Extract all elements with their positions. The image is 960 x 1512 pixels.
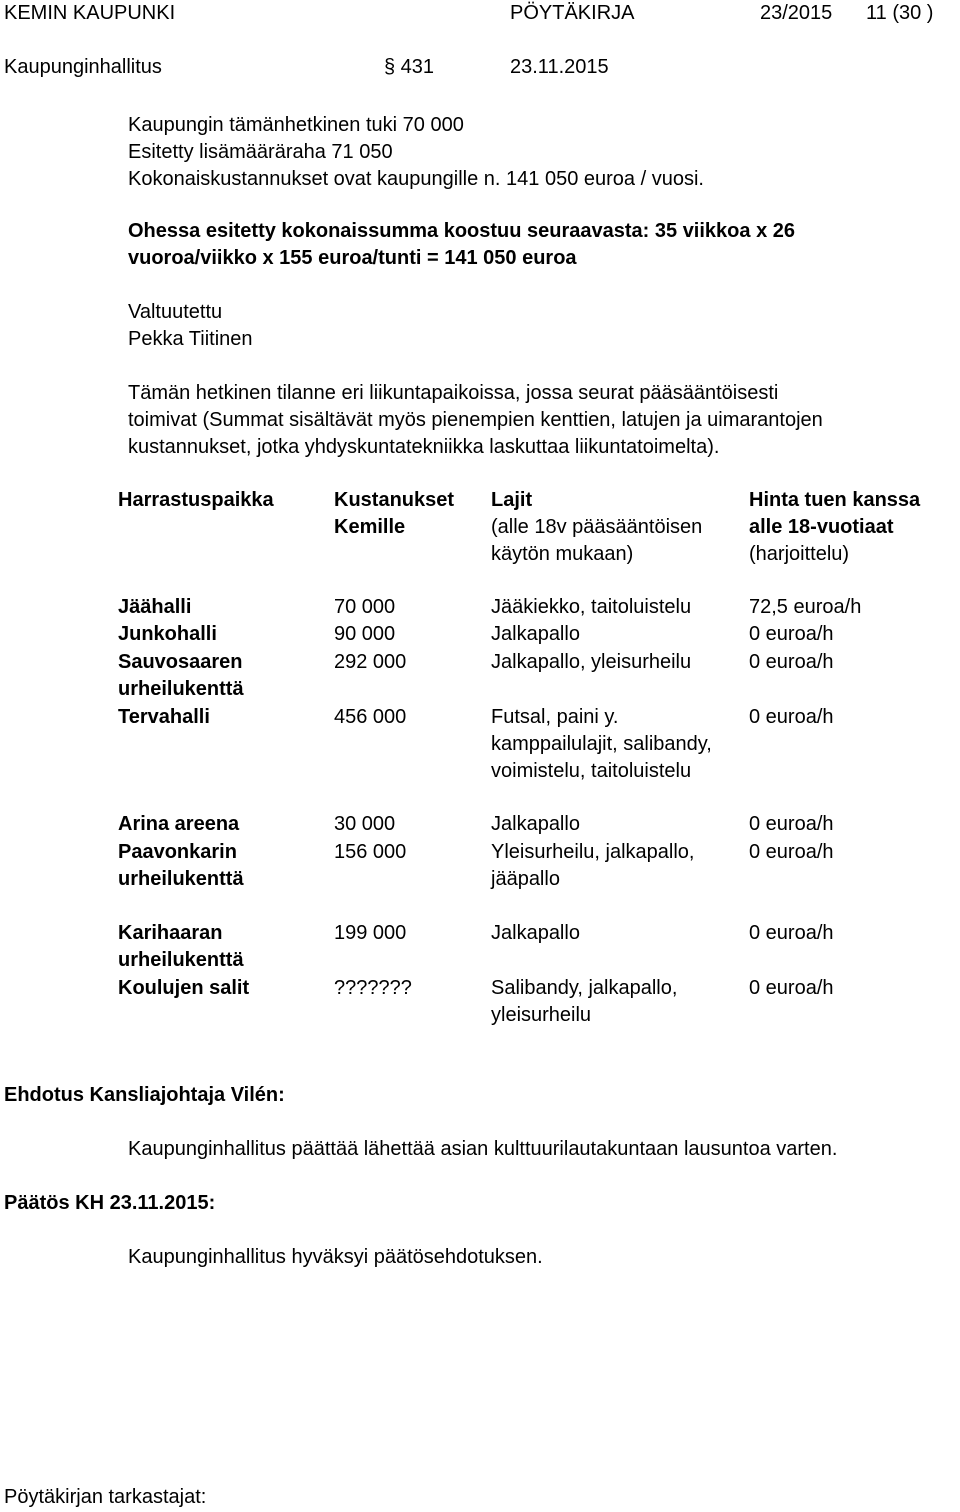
row-place: Paavonkarin urheilukenttä	[118, 841, 244, 890]
row-place: Koulujen salit	[118, 977, 250, 999]
decision-heading: Päätös KH 23.11.2015:	[4, 1192, 216, 1214]
row-sport: Jalkapallo, yleisurheilu	[491, 651, 692, 673]
row-price: 0 euroa/h	[749, 977, 834, 999]
row-place: Arina areena	[118, 813, 240, 835]
paragraph-line: kustannukset, jotka yhdyskuntatekniikka laskuttaa liikuntatoimelta).	[128, 436, 720, 458]
intro-line: Kokonaiskustannukset ovat kaupungille n. 141 050 euroa / vuosi.	[128, 168, 704, 190]
row-price: 0 euroa/h	[749, 706, 834, 728]
row-sport: Jalkapallo	[491, 623, 580, 645]
signer-title: Valtuutettu	[128, 301, 223, 323]
cost-breakdown-paragraph	[128, 218, 795, 272]
row-price: 0 euroa/h	[749, 922, 834, 944]
status-paragraph	[128, 380, 823, 461]
header-sport	[491, 487, 743, 568]
row-place: Jäähalli	[118, 596, 192, 618]
row-sport: Salibandy, jalkapallo, yleisurheilu	[491, 977, 678, 1026]
meeting-body: Kaupunginhallitus	[4, 56, 162, 78]
header-sport-note: (alle 18v pääsääntöisen käytön mukaan)	[491, 516, 703, 565]
header-place: Harrastuspaikka	[118, 489, 274, 511]
row-cost: 456 000	[334, 706, 407, 728]
row-place: Junkohalli	[118, 623, 217, 645]
row-cost: 292 000	[334, 651, 407, 673]
reviewers-label: Pöytäkirjan tarkastajat:	[4, 1486, 207, 1508]
doc-type: PÖYTÄKIRJA	[510, 2, 635, 24]
header-cost: Kustanukset Kemille	[334, 489, 455, 538]
row-price: 0 euroa/h	[749, 623, 834, 645]
paragraph-line: Tämän hetkinen tilanne eri liikuntapaikoissa, jossa seurat pääsääntöisesti	[128, 382, 779, 404]
row-cost: 199 000	[334, 922, 407, 944]
header-price-line1: Hinta tuen kanssa	[749, 489, 921, 511]
proposal-text: Kaupunginhallitus päättää lähettää asian kulttuurilautakuntaan lausuntoa varten.	[128, 1138, 838, 1160]
row-place: Sauvosaaren urheilukenttä	[118, 651, 244, 700]
proposal-heading: Ehdotus Kansliajohtaja Vilén:	[4, 1084, 285, 1106]
signer-name: Pekka Tiitinen	[128, 328, 253, 350]
row-cost: 30 000	[334, 813, 396, 835]
row-price: 72,5 euroa/h	[749, 596, 862, 618]
row-sport: Jääkiekko, taitoluistelu	[491, 596, 692, 618]
header-price	[749, 487, 959, 568]
meeting-date: 23.11.2015	[510, 56, 609, 78]
org-name: KEMIN KAUPUNKI	[4, 2, 176, 24]
paragraph-line: vuoroa/viikko x 155 euroa/tunti = 141 050 euroa	[128, 247, 577, 269]
header-price-note: (harjoittelu)	[749, 543, 850, 565]
row-price: 0 euroa/h	[749, 841, 834, 863]
row-sport: Jalkapallo	[491, 922, 580, 944]
section-number: § 431	[384, 56, 435, 78]
page-number: 11 (30 )	[866, 2, 934, 24]
row-price: 0 euroa/h	[749, 651, 834, 673]
header-price-line2: alle 18-vuotiaat	[749, 516, 894, 538]
row-sport: Yleisurheilu, jalkapallo, jääpallo	[491, 841, 695, 890]
intro-line: Kaupungin tämänhetkinen tuki 70 000	[128, 114, 464, 136]
row-cost: 90 000	[334, 623, 396, 645]
row-price: 0 euroa/h	[749, 813, 834, 835]
header-sport-title: Lajit	[491, 489, 533, 511]
row-place: Karihaaran urheilukenttä	[118, 922, 244, 971]
row-sport: Futsal, paini y. kamppailulajit, salibandy, voimistelu, taitoluistelu	[491, 706, 712, 782]
doc-number: 23/2015	[760, 2, 833, 24]
signer-block	[128, 299, 253, 353]
intro-lines	[128, 112, 704, 193]
decision-text: Kaupunginhallitus hyväksyi päätösehdotuksen.	[128, 1246, 543, 1268]
row-cost: ???????	[334, 977, 412, 999]
row-place: Tervahalli	[118, 706, 210, 728]
row-cost: 70 000	[334, 596, 396, 618]
row-sport: Jalkapallo	[491, 813, 580, 835]
paragraph-line: toimivat (Summat sisältävät myös pienempien kenttien, latujen ja uimarantojen	[128, 409, 823, 431]
row-cost: 156 000	[334, 841, 407, 863]
intro-line: Esitetty lisämääräraha 71 050	[128, 141, 393, 163]
paragraph-line: Ohessa esitetty kokonaissumma koostuu seuraavasta: 35 viikkoa x 26	[128, 220, 795, 242]
